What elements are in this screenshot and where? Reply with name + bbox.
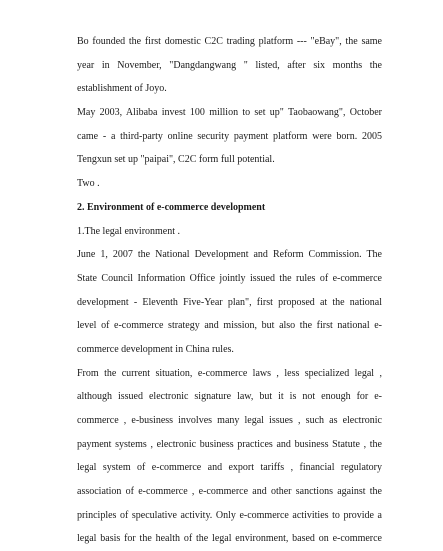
text-line: although issued electronic signature law, but it is not enough for e- (77, 391, 382, 403)
text-line: association of e-commerce , e-commerce and other sanctions against the (77, 486, 382, 498)
text-line: State Council Information Office jointly issued the rules of e-commerce (77, 272, 382, 284)
text-line: June 1, 2007 the National Development and Reform Commission. The (77, 249, 382, 261)
text-line: From the current situation, e-commerce laws , less specialized legal , (77, 367, 382, 379)
text-line: commerce , e-business involves many legal issues , such as electronic (77, 415, 382, 426)
text-line: payment systems , electronic business practices and business Statute , the (77, 438, 382, 450)
text-line: commerce development in China rules. (77, 343, 234, 355)
text-line: Tengxun set up "paipai", C2C form full potential. (77, 154, 275, 166)
text-line: level of e-commerce strategy and mission, but also the first national e- (77, 320, 382, 332)
text-line: legal system of e-commerce and export tariffs , financial regulatory (77, 462, 382, 474)
subsection-heading: 1.The legal environment . (77, 225, 181, 237)
text-line: principles of speculative activity. Only e-commerce activities to provide a (77, 509, 382, 521)
text-line: legal basis for the health of the legal environment, based on e-commerce (77, 533, 382, 545)
text-line: development - Eleventh Five-Year plan", first proposed at the national (77, 296, 382, 308)
text-line: May 2003, Alibaba invest 100 million to set up" Taobaowang", October (77, 107, 382, 119)
text-line: establishment of Joyo. (77, 83, 167, 95)
text-line: came - a third-party online security payment platform were born. 2005 (77, 130, 382, 142)
text-line: year in November, "Dangdangwang " listed, after six months the (77, 59, 382, 71)
section-number: Two . (77, 178, 100, 190)
section-heading: 2. Environment of e-commerce development (77, 201, 266, 213)
text-line: Bo founded the first domestic C2C trading platform --- "eBay", the same (77, 36, 382, 47)
